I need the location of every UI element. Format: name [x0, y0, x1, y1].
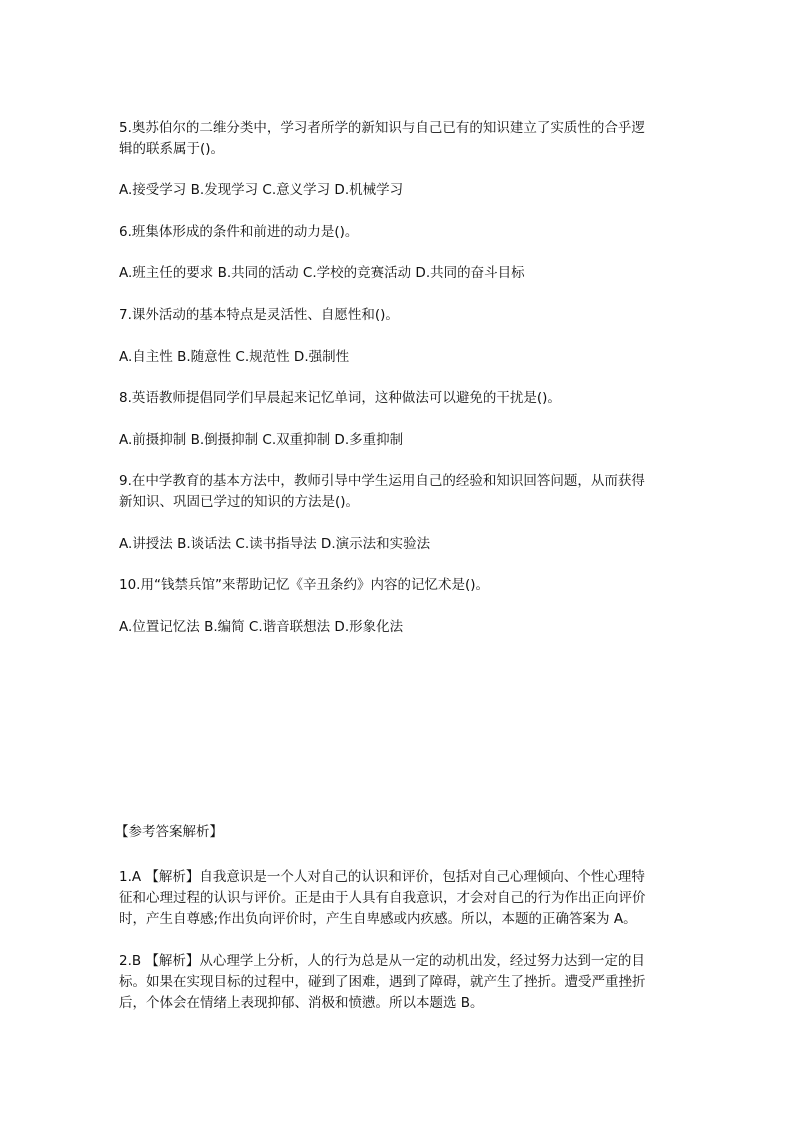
answer-line: 后，个体会在情绪上表现抑郁、消极和愤懑。所以本题选 B。 [119, 995, 484, 1011]
question-options: A.讲授法 B.谈话法 C.读书指导法 D.演示法和实验法 [119, 536, 431, 552]
answer-line: 标。如果在实现目标的过程中，碰到了困难，遇到了障碍，就产生了挫折。遭受严重挫折 [119, 974, 646, 990]
question-line: 新知识、巩固已学过的知识的方法是()。 [119, 494, 360, 510]
question-text [119, 118, 679, 160]
question-options: A.班主任的要求 B.共同的活动 C.学校的竞赛活动 D.共同的奋斗目标 [119, 265, 525, 281]
answer-line: 时，产生自尊感;作出负向评价时，产生自卑感或内疚感。所以，本题的正确答案为 A。 [119, 911, 637, 927]
question-line: 5.奥苏伯尔的二维分类中，学习者所学的新知识与自己已有的知识建立了实质性的合乎逻 [119, 120, 645, 136]
answer-line: 1.A 【解析】自我意识是一个人对自己的认识和评价，包括对自己心理倾向、个性心理特 [119, 869, 645, 885]
answers-heading: 【参考答案解析】 [115, 824, 223, 840]
question-text [119, 471, 679, 513]
question-options: A.位置记忆法 B.编简 C.谐音联想法 D.形象化法 [119, 619, 404, 635]
question-text: 7.课外活动的基本特点是灵活性、自愿性和()。 [119, 307, 399, 323]
question-text: 6.班集体形成的条件和前进的动力是()。 [119, 224, 359, 240]
answer-line: 2.B 【解析】从心理学上分析，人的行为总是从一定的动机出发，经过努力达到一定的目 [119, 953, 645, 969]
question-line: 辑的联系属于()。 [119, 141, 225, 157]
question-text: 8.英语教师提倡同学们早晨起来记忆单词，这种做法可以避免的干扰是()。 [119, 390, 561, 406]
answer-line: 征和心理过程的认识与评价。正是由于人具有自我意识，才会对自己的行为作出正向评价 [119, 890, 646, 906]
question-text: 10.用“钱禁兵馆”来帮助记忆《辛丑条约》内容的记忆术是()。 [119, 577, 489, 593]
question-line: 9.在中学教育的基本方法中，教师引导中学生运用自己的经验和知识回答问题，从而获得 [119, 473, 645, 489]
question-options: A.前摄抑制 B.倒摄抑制 C.双重抑制 D.多重抑制 [119, 432, 404, 448]
answer-2 [119, 951, 679, 1014]
answer-1 [119, 867, 679, 930]
question-options: A.接受学习 B.发现学习 C.意义学习 D.机械学习 [119, 182, 404, 198]
question-options: A.自主性 B.随意性 C.规范性 D.强制性 [119, 349, 350, 365]
